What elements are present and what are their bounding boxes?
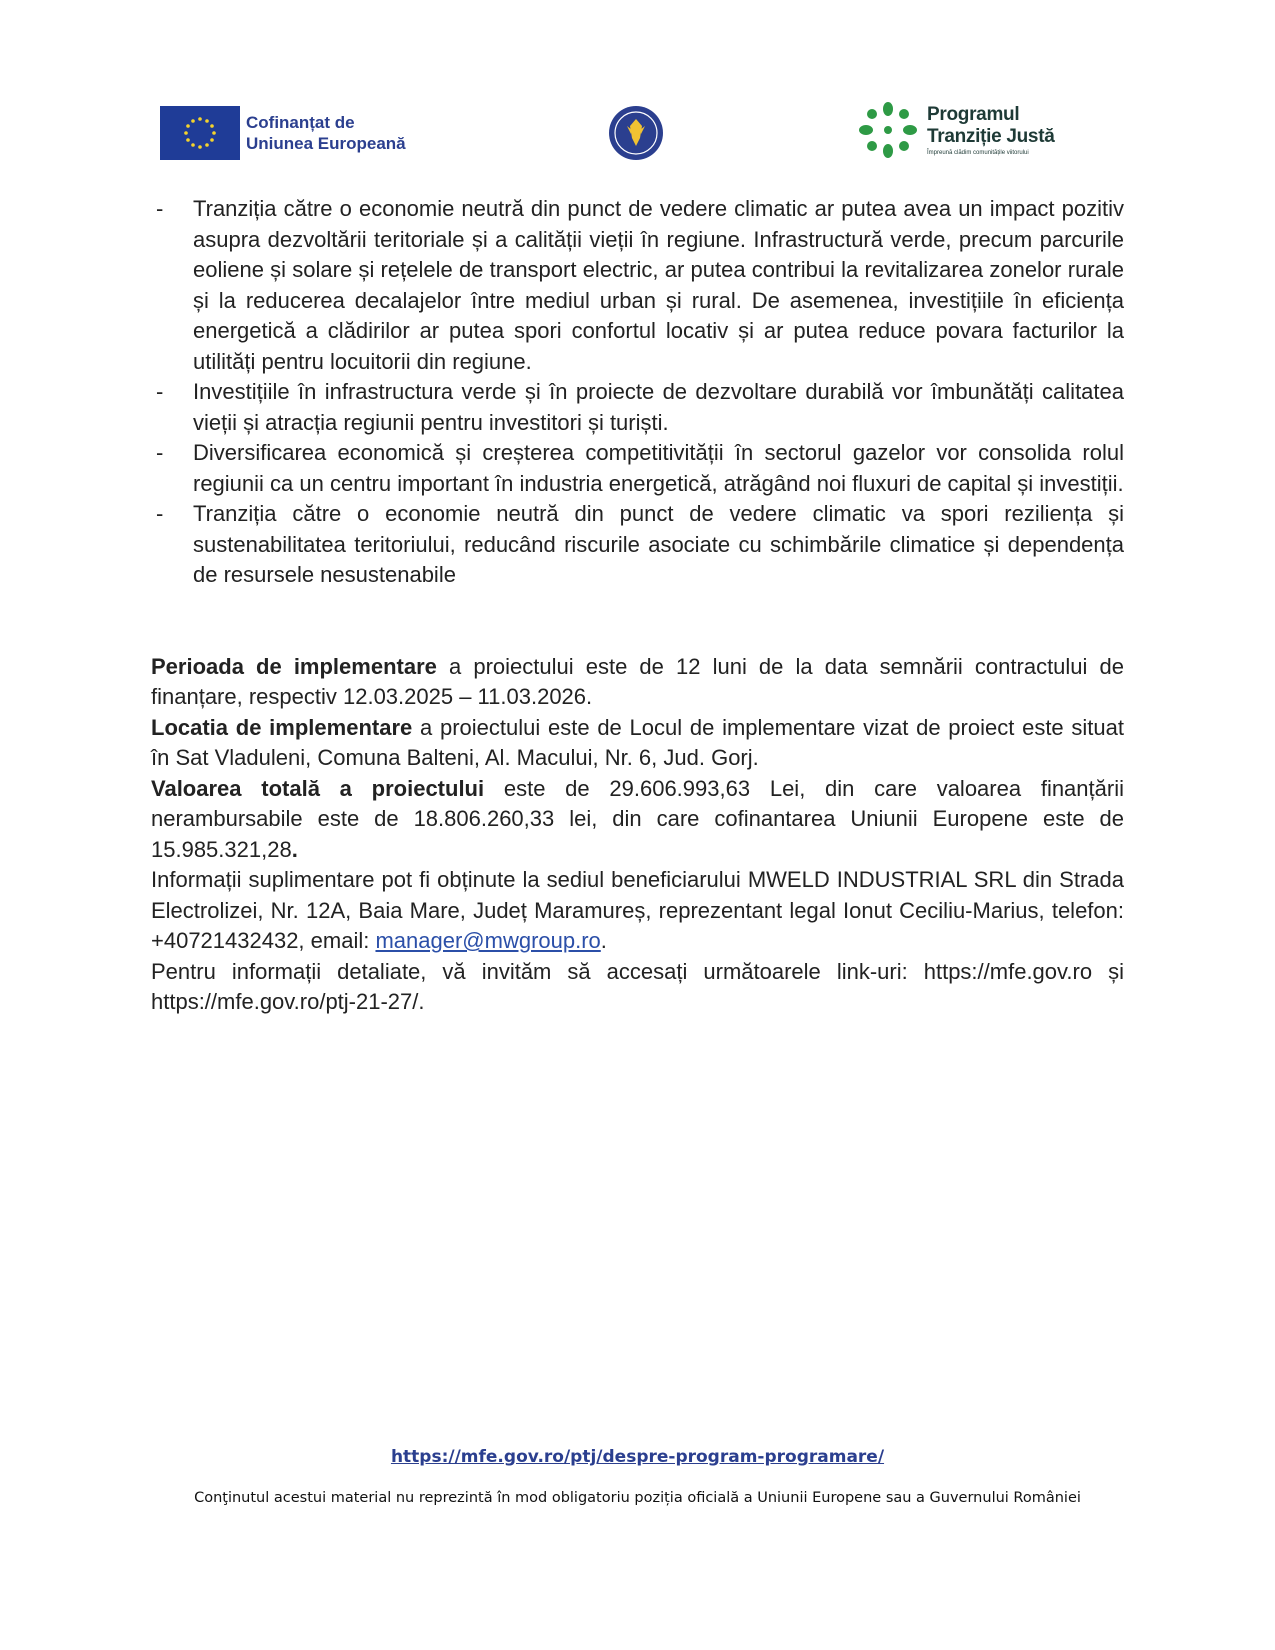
bullet-marker: - [156, 379, 164, 404]
project-value-text: este de 29.606.993,63 Lei, din care valoarea finanțării nerambursabile este de 18.806.260,33 lei, din care cofinantarea Uniunii Europene este de 15.985.321,28 [151, 775, 1124, 862]
ptj-logo-text [927, 104, 1055, 157]
project-value-label: Valoarea totală a proiectului [151, 775, 485, 801]
list-item [151, 194, 1124, 377]
ptj-title-line1: Programul [927, 103, 1020, 125]
bullet-marker: - [156, 501, 164, 526]
project-value-end: . [291, 836, 298, 862]
ptj-title-line2: Tranziție Justă [927, 125, 1055, 147]
bullet-text: Diversificarea economică și creșterea competitivității în sectorul gazelor vor consolida rolul regiunii ca un centru important în industria energetică, atrăgând noi fluxuri de capital și investiții. [193, 440, 1124, 496]
bullet-text: Investițiile în infrastructura verde și în proiecte de dezvoltare durabilă vor îmbunătăți calitatea vieții și atracția regiunii pentru investitori și turiști. [193, 379, 1124, 435]
spacer [151, 591, 1124, 652]
footer-disclaimer: Conţinutul acestui material nu reprezintă în mod obligatoriu poziția oficială a Uniunii Europene sau a Guvernului României [194, 1490, 1081, 1506]
eu-cofinancing-logo [160, 106, 406, 160]
contact-info-text: Informații suplimentare pot fi obținute la sediul beneficiarului MWELD INDUSTRIAL SRL din Strada Electrolizei, Nr. 12A, Baia Mare, Județ Maramureș, reprezentant legal Ionut Ceciliu-Marius, telefon: +40721432432, email: [151, 867, 1124, 953]
ptj-leaves-icon [857, 100, 919, 160]
links-paragraph: Pentru informații detaliate, vă invităm să accesați următoarele link-uri: https://mfe.gov.ro și https://mfe.gov.ro/ptj-21-27/. [151, 958, 1124, 1014]
eu-logo-line2: Uniunea Europeană [246, 134, 406, 153]
list-item [151, 438, 1124, 499]
ptj-program-logo [857, 100, 1055, 160]
impact-bullet-list [151, 194, 1124, 591]
page-header [0, 100, 1275, 170]
romanian-government-seal-icon [607, 104, 665, 162]
implementation-period-text: a proiectului este de 12 luni de la data semnării contractului de finanțare, respectiv 12.03.2025 – 11.03.2026. [151, 653, 1125, 709]
bullet-marker: - [156, 440, 164, 465]
list-item [151, 377, 1124, 438]
bullet-marker: - [156, 196, 164, 221]
implementation-period-paragraph [151, 652, 1124, 713]
contact-info-end: . [600, 928, 607, 953]
implementation-location-text: a proiectului este de Locul de implementare vizat de proiect este situat în Sat Vladuleni, Comuna Balteni, Al. Macului, Nr. 6, Jud. Gorj. [151, 714, 1124, 770]
ptj-tagline: Împreună clădim comunitățile viitorului [927, 149, 1029, 156]
eu-logo-text [246, 112, 406, 154]
implementation-location-label: Locatia de implementare [151, 714, 413, 740]
bullet-text: Tranziția către o economie neutră din punct de vedere climatic va spori reziliența și sustenabilitatea teritoriului, reducând riscurile asociate cu schimbările climatice și dependența de resursele nesustenabile [193, 501, 1124, 587]
implementation-period-label: Perioada de implementare [151, 653, 437, 679]
project-value-paragraph [151, 774, 1124, 866]
footer-program-link[interactable]: https://mfe.gov.ro/ptj/despre-program-programare/ [390, 1447, 885, 1467]
eu-logo-line1: Cofinanțat de [246, 113, 355, 132]
list-item [151, 499, 1124, 591]
contact-email-link[interactable]: manager@mwgroup.ro [375, 928, 601, 953]
implementation-location-paragraph [151, 713, 1124, 774]
bullet-text: Tranziția către o economie neutră din punct de vedere climatic ar putea avea un impact pozitiv asupra dezvoltării teritoriale și a calității vieții în regiune. Infrastructură verde, precum parcurile eoliene și solare și rețelele de transport electric, ar putea contribui la revitalizarea zonelor rurale și la reducerea decalajelor între mediul urban și rural. De asemenea, investițiile în eficiența energetică a clădirilor ar putea spori confortul locativ și ar putea reduce povara facturilor la utilități pentru locuitorii din regiune. [193, 196, 1124, 374]
document-body [151, 194, 1124, 1018]
eu-flag-icon [160, 106, 240, 160]
contact-info-paragraph [151, 865, 1124, 957]
